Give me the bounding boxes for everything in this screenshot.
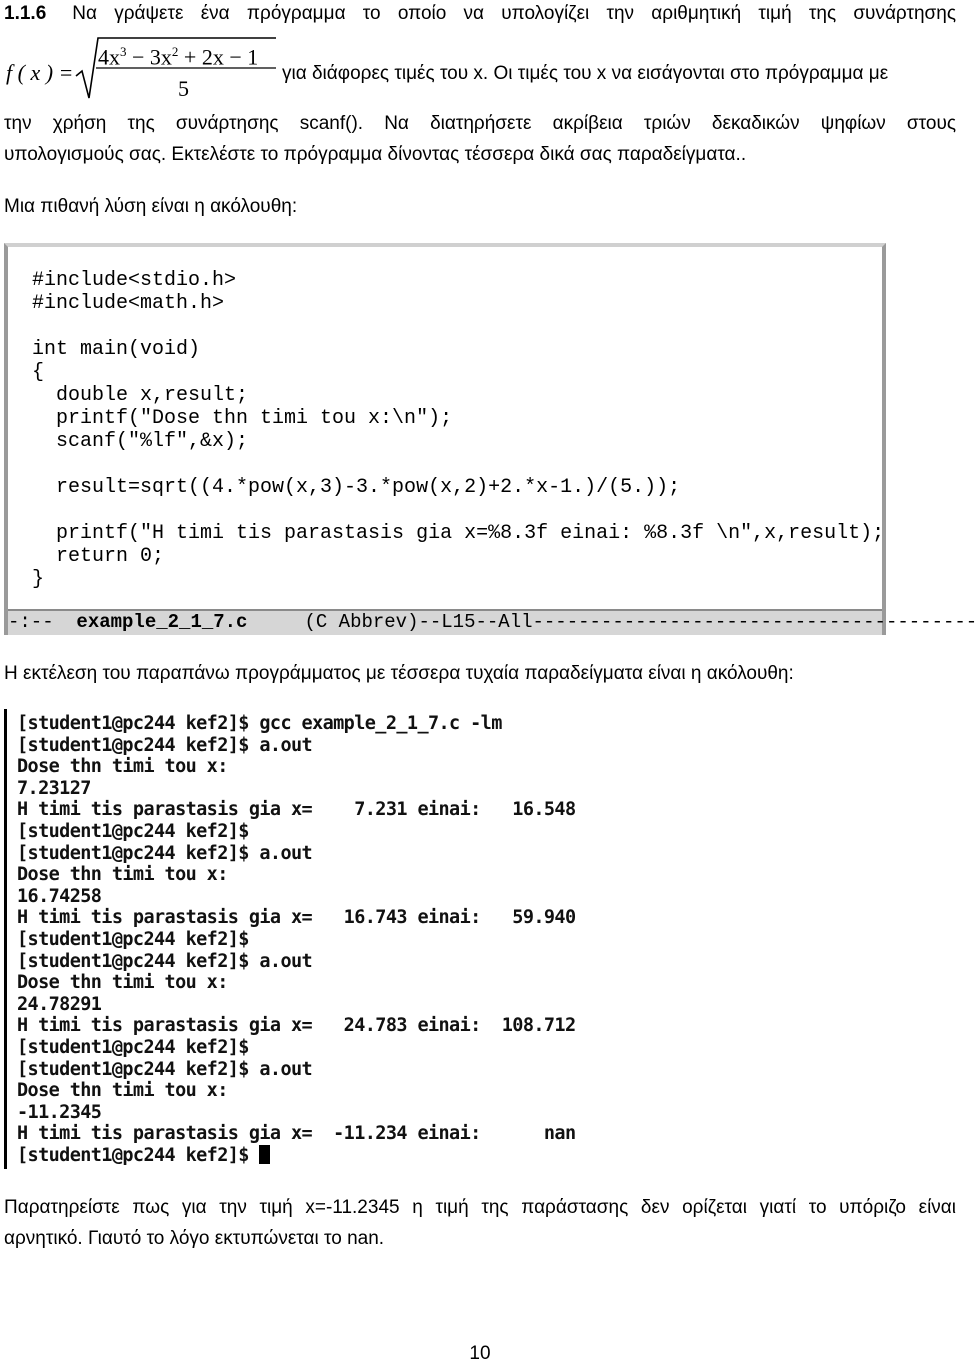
intro-line-3: την χρήση της συνάρτησης scanf(). Να διατηρήσετε ακρίβεια τριών δεκαδικών ψηφίων στους: [4, 113, 956, 134]
intro-line-1: Να γράψετε ένα πρόγραμμα το οποίο να υπολογίζει την αριθμητική τιμή της συνάρτησης: [72, 3, 956, 24]
editor-modeline: [8, 609, 977, 635]
term-rest: + 2x − 1: [183, 44, 259, 70]
term-3x: − 3x: [132, 44, 172, 70]
solution-label: Μια πιθανή λύση είναι η ακόλουθη:: [4, 196, 298, 217]
formula: [6, 36, 286, 106]
conclusion-line-2: αρνητικό. Γιαυτό το λόγο εκτυπώνεται το nan.: [4, 1228, 385, 1249]
intro-line-2: για διάφορες τιμές του x. Οι τιμές του x να εισάγονται στο πρόγραμμα με: [282, 63, 889, 84]
modeline-filename: example_2_1_7.c: [76, 611, 248, 633]
term-4x: 4x: [98, 44, 120, 70]
terminal-cursor: [259, 1145, 270, 1164]
exercise-number: 1.1.6: [4, 3, 47, 24]
intro-line-4: υπολογισμούς σας. Εκτελέστε το πρόγραμμα δίνοντας τέσσερα δικά σας παραδείγματα..: [4, 144, 747, 165]
terminal-output: [17, 713, 576, 1166]
exp-3: 3: [120, 44, 127, 59]
formula-lhs: f ( x ) =: [6, 60, 74, 85]
formula-denominator: 5: [178, 76, 189, 101]
terminal-output-text: [student1@pc244 kef2]$ gcc example_2_1_7.c -lm [student1@pc244 kef2]$ a.out Dose thn timi tou x: 7.23127 H timi tis parastasis gia x= 7.231 einai: 16.548 [student1@pc244 kef2]$ [student1@pc244 kef2]$ a.out Dose thn timi tou x: 16.74258 H timi tis parastasis gia x= 16.743 einai: 59.940 [student1@pc244 kef2]$ [student1@pc244 kef2]$ a.out Dose thn timi tou x: 24.78291 H timi tis parastasis gia x= 24.783 einai: 108.712 [student1@pc244 kef2]$ [student1@pc244 kef2]$ a.out Dose thn timi tou x: -11.2345 H timi tis parastasis gia x= -11.234 einai: nan [student1@pc244 kef2]$: [17, 713, 576, 1166]
run-label: Η εκτέλεση του παραπάνω προγράμματος με τέσσερα τυχαία παραδείγματα είναι η ακόλουθη:: [4, 663, 794, 684]
exp-2: 2: [171, 44, 179, 59]
modeline-suffix: (C Abbrev)--L15--All---------------------------------------: [247, 611, 977, 633]
conclusion-line-1: Παρατηρείστε πως για την τιμή x=-11.2345 η τιμή της παράστασης δεν ορίζεται γιατί το υπόριζο είναι: [4, 1197, 956, 1218]
exercise-heading: [4, 2, 956, 26]
formula-numerator: [98, 39, 258, 70]
page-number: 10: [469, 1343, 491, 1364]
source-code: #include<stdio.h> #include<math.h> int main(void) { double x,result; printf("Dose thn timi tou x:\n"); scanf("%lf",&x); result=sqrt((4.*pow(x,3)-3.*pow(x,2)+2.*x-1.)/(5.)); printf("H timi tis parastasis gia x=%8.3f einai: %8.3f \n",x,result); return 0; }: [32, 269, 885, 591]
code-editor: [4, 243, 977, 635]
terminal: [4, 709, 627, 1169]
modeline-prefix: -:--: [8, 611, 77, 633]
